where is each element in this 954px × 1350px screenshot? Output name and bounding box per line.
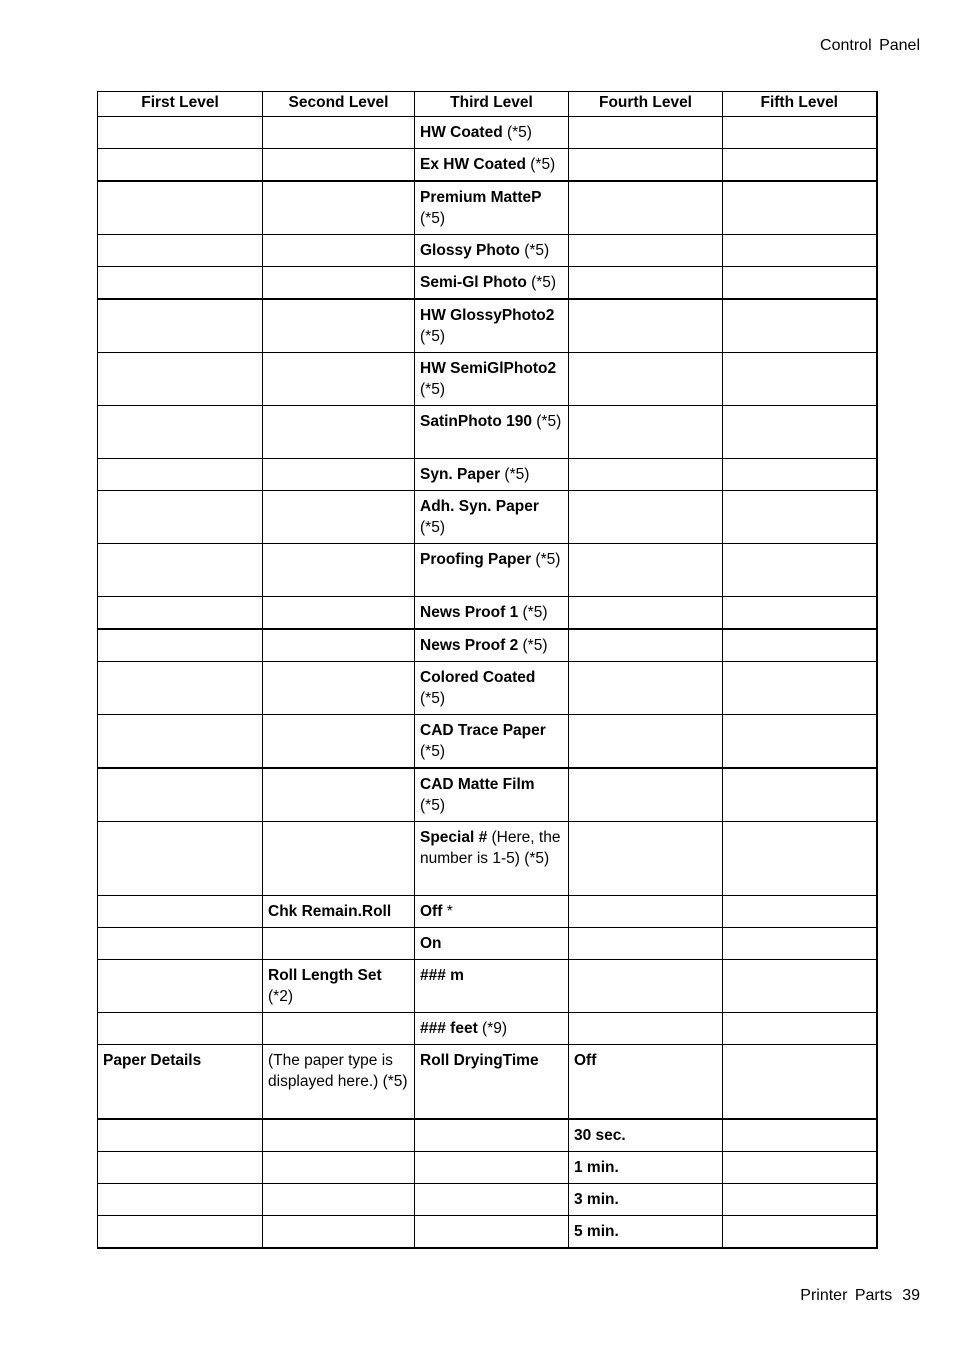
table-row — [98, 1184, 877, 1216]
setting-name: SatinPhoto 190 — [420, 413, 532, 430]
cell-first-level — [98, 597, 263, 630]
setting-name: Ex HW Coated — [420, 156, 526, 173]
cell-fourth-level — [569, 1013, 723, 1045]
cell-third-level — [415, 1013, 569, 1045]
table-row — [98, 1045, 877, 1119]
cell-second-level — [263, 406, 415, 459]
cell-second-level — [263, 715, 415, 769]
table-row — [98, 896, 877, 928]
table-row — [98, 1119, 877, 1152]
cell-fourth-level — [569, 544, 723, 597]
cell-fifth-level — [723, 715, 877, 769]
cell-fourth-level — [569, 1119, 723, 1152]
setting-note: (*5) — [502, 124, 532, 141]
cell-first-level — [98, 181, 263, 235]
cell-first-level — [98, 1152, 263, 1184]
cell-fourth-level — [569, 267, 723, 300]
cell-third-level — [415, 597, 569, 630]
table-row — [98, 822, 877, 896]
cell-second-level — [263, 117, 415, 149]
cell-second-level — [263, 822, 415, 896]
cell-first-level — [98, 1184, 263, 1216]
table-row — [98, 597, 877, 630]
cell-fourth-level — [569, 235, 723, 267]
cell-second-level — [263, 181, 415, 235]
cell-third-level — [415, 960, 569, 1013]
cell-second-level — [263, 491, 415, 544]
setting-name: HW GlossyPhoto2 — [420, 307, 555, 324]
table-row — [98, 235, 877, 267]
cell-fourth-level — [569, 896, 723, 928]
setting-name: Premium MatteP — [420, 189, 542, 206]
cell-first-level — [98, 896, 263, 928]
cell-fourth-level — [569, 960, 723, 1013]
cell-first-level — [98, 1216, 263, 1249]
menu-settings-table — [97, 91, 878, 1249]
setting-note: (*5) — [500, 466, 530, 483]
table-row — [98, 353, 877, 406]
setting-name: ### feet — [420, 1020, 478, 1037]
setting-name: CAD Trace Paper — [420, 722, 546, 739]
cell-third-level — [415, 267, 569, 300]
setting-note: (*5) — [420, 210, 445, 227]
setting-note: (*5) — [420, 381, 445, 398]
cell-third-level — [415, 1045, 569, 1119]
table-row — [98, 1013, 877, 1045]
cell-fourth-level — [569, 662, 723, 715]
cell-fourth-level — [569, 149, 723, 182]
cell-second-level — [263, 662, 415, 715]
cell-third-level — [415, 896, 569, 928]
cell-first-level — [98, 459, 263, 491]
cell-first-level — [98, 267, 263, 300]
cell-fourth-level — [569, 1184, 723, 1216]
column-header-fifth-level: Fifth Level — [723, 92, 877, 117]
setting-note: (*5) — [420, 519, 445, 536]
cell-fourth-level — [569, 181, 723, 235]
cell-first-level — [98, 299, 263, 353]
table-row — [98, 267, 877, 300]
table-row — [98, 960, 877, 1013]
table-body — [98, 117, 877, 1249]
cell-fifth-level — [723, 149, 877, 182]
setting-name: Off — [574, 1052, 597, 1069]
setting-note: (*5) — [526, 274, 557, 291]
table-row — [98, 1216, 877, 1249]
cell-third-level — [415, 715, 569, 769]
table-row — [98, 629, 877, 662]
cell-third-level — [415, 149, 569, 182]
cell-second-level — [263, 544, 415, 597]
cell-first-level — [98, 960, 263, 1013]
cell-second-level — [263, 149, 415, 182]
cell-second-level — [263, 235, 415, 267]
cell-fifth-level — [723, 662, 877, 715]
setting-name: 3 min. — [574, 1191, 619, 1208]
cell-first-level — [98, 353, 263, 406]
cell-fourth-level — [569, 299, 723, 353]
cell-third-level — [415, 235, 569, 267]
setting-name: Semi-Gl Photo — [420, 274, 527, 291]
cell-fourth-level — [569, 629, 723, 662]
cell-fourth-level — [569, 117, 723, 149]
cell-first-level — [98, 1045, 263, 1119]
cell-third-level — [415, 406, 569, 459]
cell-second-level — [263, 299, 415, 353]
table-row — [98, 491, 877, 544]
setting-name: News Proof 1 — [420, 604, 519, 621]
cell-third-level — [415, 353, 569, 406]
setting-note: (*5) — [531, 413, 562, 430]
cell-fourth-level — [569, 1216, 723, 1249]
table-header-row — [98, 92, 877, 117]
cell-third-level — [415, 768, 569, 822]
setting-name: Syn. Paper — [420, 466, 501, 483]
cell-first-level — [98, 149, 263, 182]
cell-first-level — [98, 491, 263, 544]
setting-name: Off — [420, 903, 443, 920]
cell-second-level — [263, 896, 415, 928]
cell-fifth-level — [723, 406, 877, 459]
setting-name: 5 min. — [574, 1223, 619, 1240]
setting-name: HW SemiGlPhoto2 — [420, 360, 557, 377]
table-row — [98, 544, 877, 597]
table-row — [98, 406, 877, 459]
cell-fifth-level — [723, 629, 877, 662]
cell-first-level — [98, 1119, 263, 1152]
column-header-first-level: First Level — [98, 92, 263, 117]
running-header: Control Panel — [820, 37, 920, 54]
setting-name: Paper Details — [103, 1052, 202, 1069]
setting-note: (*9) — [477, 1020, 508, 1037]
cell-fourth-level — [569, 491, 723, 544]
cell-first-level — [98, 715, 263, 769]
setting-name: HW Coated — [420, 124, 503, 141]
cell-third-level — [415, 117, 569, 149]
cell-third-level — [415, 662, 569, 715]
cell-fifth-level — [723, 491, 877, 544]
cell-fifth-level — [723, 1216, 877, 1249]
setting-note: (*5) — [420, 797, 445, 814]
cell-fifth-level — [723, 597, 877, 630]
setting-name: ### m — [420, 967, 464, 984]
cell-second-level — [263, 960, 415, 1013]
cell-fifth-level — [723, 181, 877, 235]
setting-name: Chk Remain.Roll — [268, 903, 392, 920]
cell-fifth-level — [723, 353, 877, 406]
cell-third-level — [415, 491, 569, 544]
cell-fifth-level — [723, 822, 877, 896]
table-row — [98, 299, 877, 353]
cell-third-level — [415, 459, 569, 491]
cell-fourth-level — [569, 1152, 723, 1184]
setting-name: Colored Coated — [420, 669, 536, 686]
setting-note: (*5) — [525, 156, 556, 173]
setting-name: Proofing Paper — [420, 551, 532, 568]
cell-second-level — [263, 928, 415, 960]
setting-note: (*2) — [268, 988, 293, 1005]
cell-third-level — [415, 822, 569, 896]
cell-second-level — [263, 597, 415, 630]
cell-first-level — [98, 1013, 263, 1045]
cell-first-level — [98, 768, 263, 822]
cell-second-level — [263, 1184, 415, 1216]
table-row — [98, 149, 877, 182]
table-row — [98, 459, 877, 491]
cell-second-level — [263, 353, 415, 406]
setting-note: * — [442, 903, 453, 920]
cell-first-level — [98, 544, 263, 597]
setting-note: (*5) — [420, 690, 445, 707]
cell-fourth-level — [569, 406, 723, 459]
cell-fourth-level — [569, 353, 723, 406]
cell-fifth-level — [723, 928, 877, 960]
cell-fifth-level — [723, 960, 877, 1013]
table-row — [98, 715, 877, 769]
cell-fourth-level — [569, 822, 723, 896]
cell-fifth-level — [723, 1152, 877, 1184]
cell-fifth-level — [723, 544, 877, 597]
setting-name: Roll DryingTime — [420, 1052, 539, 1069]
setting-note: (*5) — [518, 637, 548, 654]
cell-second-level — [263, 1152, 415, 1184]
cell-second-level — [263, 1045, 415, 1119]
table-row — [98, 662, 877, 715]
cell-fourth-level — [569, 768, 723, 822]
cell-fourth-level — [569, 928, 723, 960]
cell-third-level — [415, 928, 569, 960]
setting-note: (*5) — [420, 328, 445, 345]
cell-fifth-level — [723, 1045, 877, 1119]
cell-second-level — [263, 1119, 415, 1152]
cell-first-level — [98, 822, 263, 896]
cell-fourth-level — [569, 1045, 723, 1119]
setting-name: Glossy Photo — [420, 242, 520, 259]
cell-second-level — [263, 629, 415, 662]
cell-fifth-level — [723, 235, 877, 267]
footer-chapter: Printer Parts — [800, 1287, 893, 1304]
setting-name: Special # — [420, 829, 488, 846]
cell-fifth-level — [723, 1013, 877, 1045]
table-row — [98, 768, 877, 822]
cell-second-level — [263, 1216, 415, 1249]
setting-note: (*5) — [531, 551, 561, 568]
column-header-second-level: Second Level — [263, 92, 415, 117]
cell-third-level — [415, 544, 569, 597]
cell-fourth-level — [569, 459, 723, 491]
setting-name: CAD Matte Film — [420, 776, 535, 793]
cell-fourth-level — [569, 597, 723, 630]
cell-third-level — [415, 299, 569, 353]
cell-first-level — [98, 928, 263, 960]
table-row — [98, 181, 877, 235]
column-header-fourth-level: Fourth Level — [569, 92, 723, 117]
cell-first-level — [98, 629, 263, 662]
running-footer — [800, 1287, 920, 1305]
cell-third-level — [415, 1184, 569, 1216]
cell-fourth-level — [569, 715, 723, 769]
cell-third-level — [415, 1152, 569, 1184]
setting-name: Roll Length Set — [268, 967, 382, 984]
table-row — [98, 1152, 877, 1184]
cell-fifth-level — [723, 299, 877, 353]
column-header-third-level: Third Level — [415, 92, 569, 117]
cell-fifth-level — [723, 459, 877, 491]
cell-fifth-level — [723, 1184, 877, 1216]
cell-fifth-level — [723, 768, 877, 822]
page-number: 39 — [902, 1287, 920, 1304]
cell-second-level — [263, 459, 415, 491]
cell-second-level — [263, 267, 415, 300]
cell-fifth-level — [723, 896, 877, 928]
cell-fifth-level — [723, 1119, 877, 1152]
cell-third-level — [415, 1216, 569, 1249]
cell-first-level — [98, 117, 263, 149]
cell-first-level — [98, 406, 263, 459]
setting-note: (Here, the number is 1-5) (*5) — [420, 829, 561, 867]
setting-name: Adh. Syn. Paper — [420, 498, 539, 515]
cell-third-level — [415, 1119, 569, 1152]
cell-second-level — [263, 768, 415, 822]
cell-first-level — [98, 662, 263, 715]
setting-name: News Proof 2 — [420, 637, 519, 654]
cell-third-level — [415, 181, 569, 235]
cell-second-level — [263, 1013, 415, 1045]
cell-third-level — [415, 629, 569, 662]
setting-note: (The paper type is displayed here.) (*5) — [268, 1052, 408, 1090]
setting-name: On — [420, 935, 442, 952]
setting-note: (*5) — [420, 743, 445, 760]
setting-note: (*5) — [518, 604, 548, 621]
setting-note: (*5) — [519, 242, 550, 259]
cell-first-level — [98, 235, 263, 267]
cell-fifth-level — [723, 117, 877, 149]
cell-fifth-level — [723, 267, 877, 300]
table-row — [98, 928, 877, 960]
setting-name: 30 sec. — [574, 1126, 626, 1144]
setting-name: 1 min. — [574, 1159, 619, 1176]
table-row — [98, 117, 877, 149]
